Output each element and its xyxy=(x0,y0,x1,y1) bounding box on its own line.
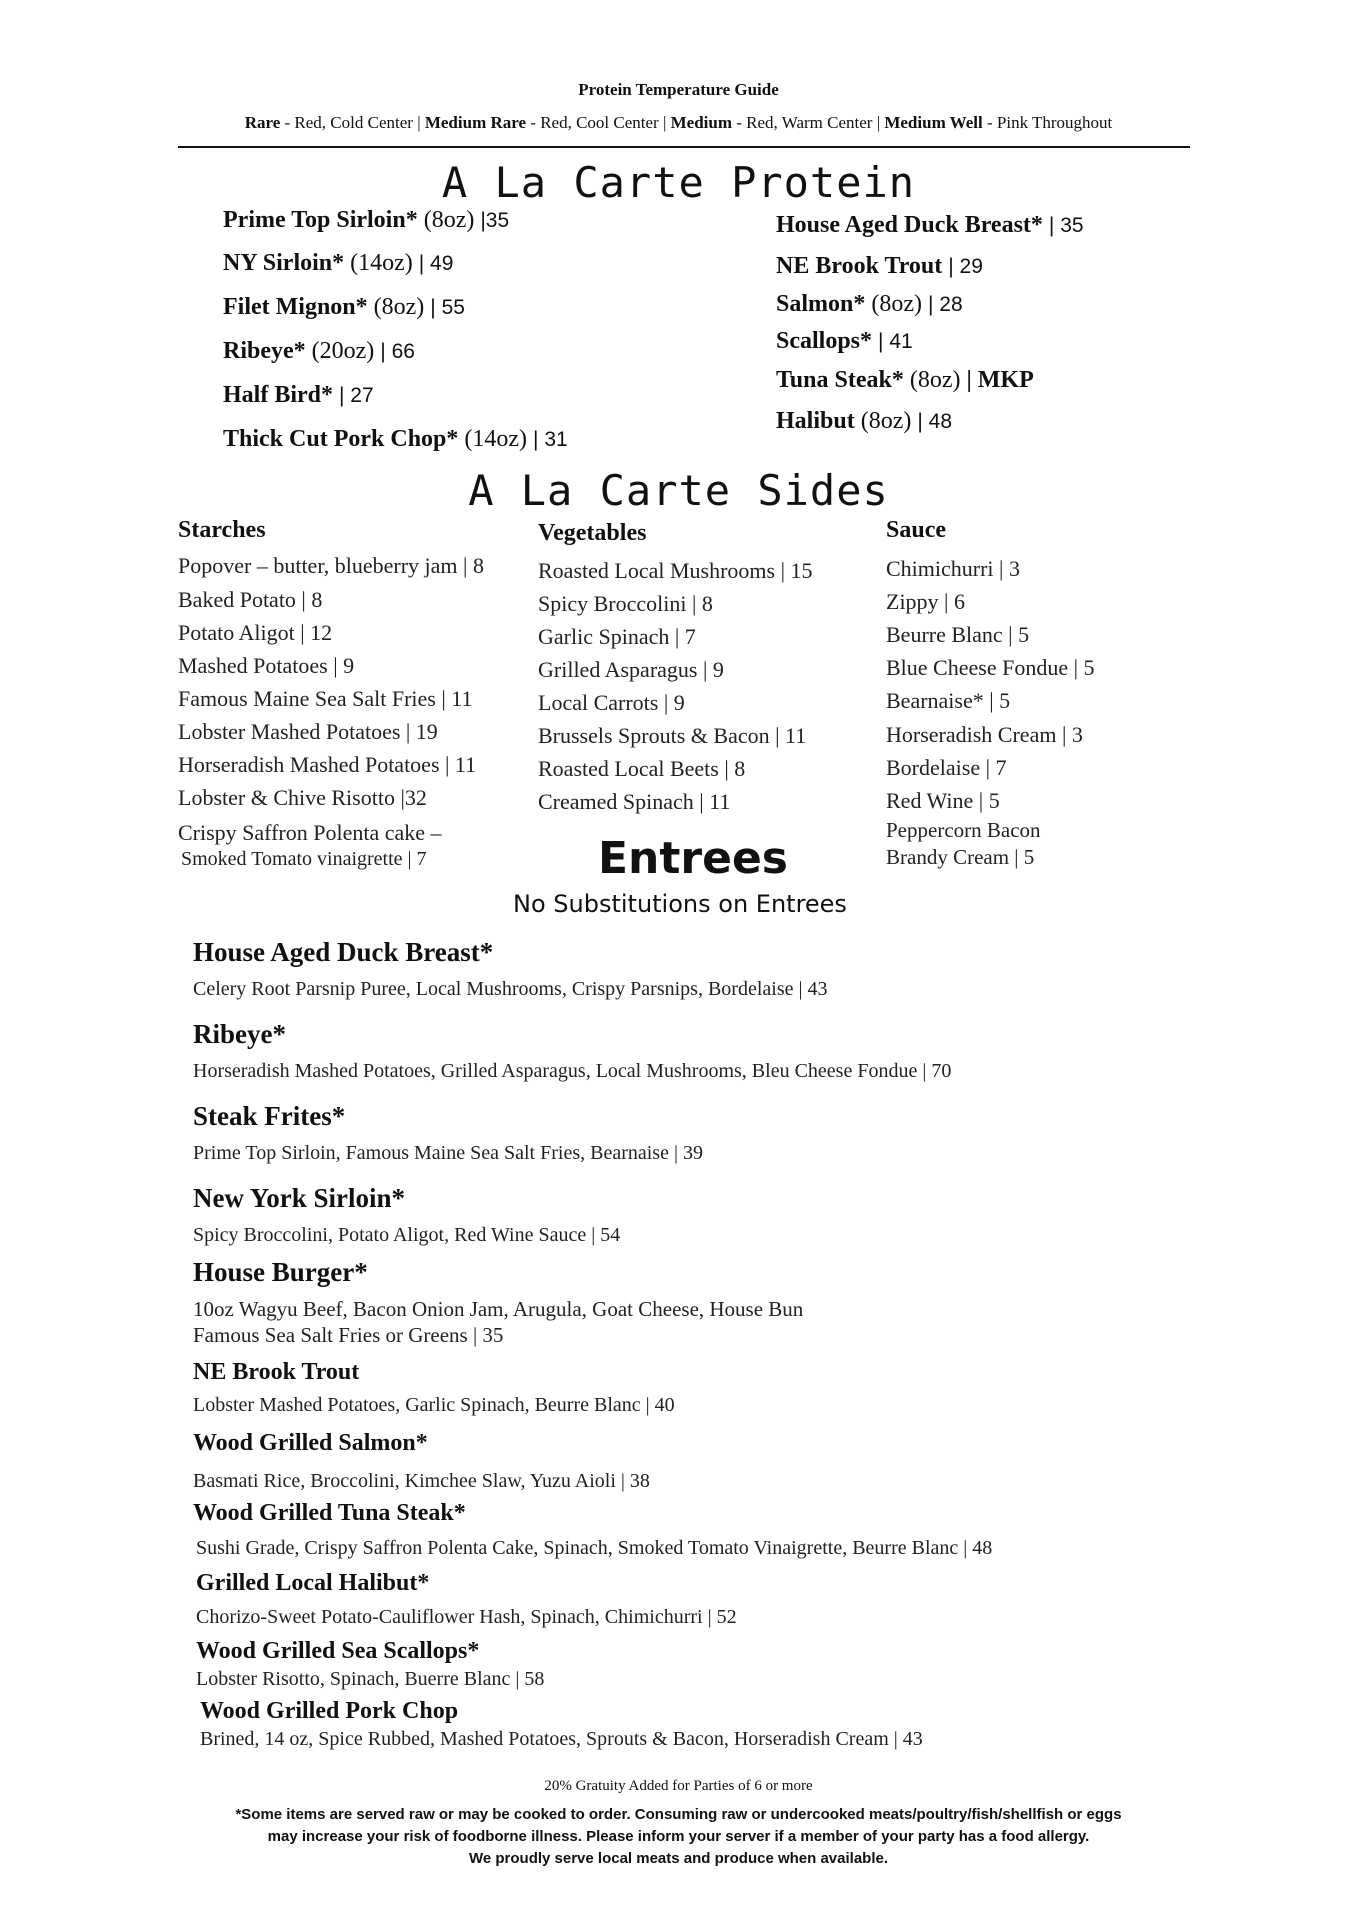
temp-level-desc: - Pink Throughout xyxy=(982,113,1113,132)
protein-name: Filet Mignon* xyxy=(223,294,368,320)
protein-name: Scallops* xyxy=(776,328,873,354)
protein-size: (8oz) xyxy=(903,367,967,393)
protein-item xyxy=(223,382,374,409)
entree-name: Wood Grilled Sea Scallops* xyxy=(196,1638,480,1664)
entree-description: Brined, 14 oz, Spice Rubbed, Mashed Potatoes, Sprouts & Bacon, Horseradish Cream | 43 xyxy=(200,1728,923,1750)
protein-item xyxy=(776,212,1084,239)
vegetable-item: Grilled Asparagus | 9 xyxy=(538,657,724,682)
entree-name: House Burger* xyxy=(193,1257,368,1287)
entree-description: Celery Root Parsnip Puree, Local Mushrooms, Crispy Parsnips, Bordelaise | 43 xyxy=(193,978,828,1000)
temp-level-desc: - Red, Warm Center xyxy=(732,113,873,132)
protein-price: | 31 xyxy=(533,428,568,451)
protein-price: | 66 xyxy=(380,340,415,363)
disclaimer-line: may increase your risk of foodborne illness. Please inform your server if a member of your party has a food allergy. xyxy=(267,1828,1090,1845)
disclaimer-line: *Some items are served raw or may be cooked to order. Consuming raw or undercooked meats/poultry/fish/shellfish or eggs xyxy=(235,1806,1122,1823)
entree-name: Wood Grilled Salmon* xyxy=(193,1430,428,1456)
divider-rule xyxy=(178,146,1190,148)
protein-price: | 41 xyxy=(878,330,913,353)
entree-name: House Aged Duck Breast* xyxy=(193,937,494,967)
starch-item: Famous Maine Sea Salt Fries | 11 xyxy=(178,686,473,711)
protein-size: (14oz) xyxy=(344,250,419,276)
protein-item xyxy=(776,367,1034,394)
temp-level-desc: - Red, Cool Center xyxy=(526,113,659,132)
temp-level-name: Medium Well xyxy=(884,113,983,132)
protein-name: Thick Cut Pork Chop* xyxy=(223,426,459,452)
protein-item xyxy=(223,426,568,453)
entree-description: 10oz Wagyu Beef, Bacon Onion Jam, Arugula, Goat Cheese, House Bun xyxy=(193,1297,804,1321)
protein-item xyxy=(223,250,453,277)
entree-name: NE Brook Trout xyxy=(193,1359,360,1385)
entree-name: Grilled Local Halibut* xyxy=(196,1570,430,1596)
entrees-section-title: Entrees xyxy=(598,833,788,884)
entree-name: Wood Grilled Pork Chop xyxy=(200,1698,459,1724)
starches-heading: Starches xyxy=(178,517,266,543)
sauce-item: Peppercorn Bacon xyxy=(886,818,1041,842)
entree-description: Horseradish Mashed Potatoes, Grilled Asparagus, Local Mushrooms, Bleu Cheese Fondue | 70 xyxy=(193,1060,952,1082)
protein-size: (8oz) xyxy=(417,207,481,233)
starch-item: Mashed Potatoes | 9 xyxy=(178,653,355,678)
protein-price: |35 xyxy=(480,209,510,232)
protein-name: Ribeye* xyxy=(223,338,306,364)
vegetable-item: Creamed Spinach | 11 xyxy=(538,789,731,814)
temp-level-name: Rare xyxy=(244,113,281,132)
entree-name: Ribeye* xyxy=(193,1019,286,1049)
protein-section-title: A La Carte Protein xyxy=(441,158,916,207)
entree-description: Chorizo-Sweet Potato-Cauliflower Hash, Spinach, Chimichurri | 52 xyxy=(196,1606,737,1628)
protein-price: | 49 xyxy=(418,252,454,275)
gratuity-note: 20% Gratuity Added for Parties of 6 or more xyxy=(544,1778,813,1794)
protein-size: (8oz) xyxy=(854,408,918,434)
vegetable-item: Local Carrots | 9 xyxy=(538,690,685,715)
protein-price: | 35 xyxy=(1048,214,1084,237)
entree-description: Basmati Rice, Broccolini, Kimchee Slaw, Yuzu Aioli | 38 xyxy=(193,1470,650,1492)
starch-item: Horseradish Mashed Potatoes | 11 xyxy=(178,752,477,777)
protein-item xyxy=(776,328,913,355)
protein-name: Halibut xyxy=(776,408,855,434)
protein-name: NY Sirloin* xyxy=(223,250,345,276)
sauce-item: Brandy Cream | 5 xyxy=(886,845,1035,869)
starch-item: Lobster Mashed Potatoes | 19 xyxy=(178,719,438,744)
temp-separator: | xyxy=(658,113,671,132)
sauce-item: Red Wine | 5 xyxy=(886,788,1000,813)
entree-description: Spicy Broccolini, Potato Aligot, Red Wine Sauce | 54 xyxy=(193,1224,621,1246)
protein-name: Half Bird* xyxy=(223,382,334,408)
vegetable-item: Spicy Broccolini | 8 xyxy=(538,591,713,616)
temperature-guide-levels xyxy=(0,113,1357,133)
starch-item: Potato Aligot | 12 xyxy=(178,620,333,645)
protein-price: | 28 xyxy=(928,293,963,316)
temp-separator: | xyxy=(412,113,425,132)
vegetable-item: Roasted Local Beets | 8 xyxy=(538,756,746,781)
sauce-item: Bearnaise* | 5 xyxy=(886,688,1011,713)
protein-size: (20oz) xyxy=(305,338,381,364)
protein-item xyxy=(776,291,963,318)
vegetable-item: Garlic Spinach | 7 xyxy=(538,624,696,649)
entree-description: Lobster Mashed Potatoes, Garlic Spinach, Beurre Blanc | 40 xyxy=(193,1394,675,1416)
temperature-guide-title: Protein Temperature Guide xyxy=(578,80,779,99)
entree-description: Prime Top Sirloin, Famous Maine Sea Salt Fries, Bearnaise | 39 xyxy=(193,1142,703,1164)
sauce-item: Chimichurri | 3 xyxy=(886,556,1020,581)
protein-price: | 55 xyxy=(430,296,465,319)
entree-description: Lobster Risotto, Spinach, Buerre Blanc | 58 xyxy=(196,1668,545,1690)
protein-price: | 48 xyxy=(917,410,952,433)
protein-item xyxy=(223,338,415,365)
protein-item xyxy=(223,294,465,321)
sauce-item: Zippy | 6 xyxy=(886,589,965,614)
sauce-item: Blue Cheese Fondue | 5 xyxy=(886,655,1095,680)
entree-description: Sushi Grade, Crispy Saffron Polenta Cake, Spinach, Smoked Tomato Vinaigrette, Beurre Blanc | 48 xyxy=(196,1537,993,1559)
protein-name: NE Brook Trout xyxy=(776,253,943,279)
entree-name: Steak Frites* xyxy=(193,1101,346,1131)
protein-price: | MKP xyxy=(966,367,1034,393)
entrees-subtitle: No Substitutions on Entrees xyxy=(513,890,847,918)
starch-item: Crispy Saffron Polenta cake – xyxy=(178,820,442,845)
entree-name: New York Sirloin* xyxy=(193,1183,406,1213)
temp-level-desc: - Red, Cold Center xyxy=(280,113,413,132)
vegetable-item: Roasted Local Mushrooms | 15 xyxy=(538,558,813,583)
temp-level-name: Medium xyxy=(670,113,733,132)
disclaimer-line: We proudly serve local meats and produce when available. xyxy=(468,1850,889,1867)
protein-size: (8oz) xyxy=(865,291,928,317)
entree-description: Famous Sea Salt Fries or Greens | 35 xyxy=(193,1323,504,1347)
protein-price: | 29 xyxy=(948,255,983,278)
temp-separator: | xyxy=(872,113,885,132)
sauce-item: Beurre Blanc | 5 xyxy=(886,622,1030,647)
sauce-item: Bordelaise | 7 xyxy=(886,755,1007,780)
protein-name: House Aged Duck Breast* xyxy=(776,212,1043,238)
protein-name: Salmon* xyxy=(776,291,866,317)
protein-size: (14oz) xyxy=(458,426,534,452)
protein-name: Prime Top Sirloin* xyxy=(223,207,418,233)
starch-item: Lobster & Chive Risotto |32 xyxy=(178,785,427,810)
starch-item: Baked Potato | 8 xyxy=(178,587,323,612)
protein-item xyxy=(776,408,952,435)
temp-level-name: Medium Rare xyxy=(424,113,527,132)
sides-section-title: A La Carte Sides xyxy=(468,466,889,515)
vegetable-item: Brussels Sprouts & Bacon | 11 xyxy=(538,723,807,748)
protein-name: Tuna Steak* xyxy=(776,367,904,393)
sauce-heading: Sauce xyxy=(886,517,946,543)
entree-name: Wood Grilled Tuna Steak* xyxy=(193,1500,466,1526)
protein-item xyxy=(223,207,509,234)
starch-item: Popover – butter, blueberry jam | 8 xyxy=(178,553,484,578)
starch-item: Smoked Tomato vinaigrette | 7 xyxy=(181,848,427,870)
protein-price: | 27 xyxy=(339,384,374,407)
protein-item xyxy=(776,253,983,280)
vegetables-heading: Vegetables xyxy=(538,520,647,546)
sauce-item: Horseradish Cream | 3 xyxy=(886,722,1083,747)
protein-size: (8oz) xyxy=(367,294,431,320)
